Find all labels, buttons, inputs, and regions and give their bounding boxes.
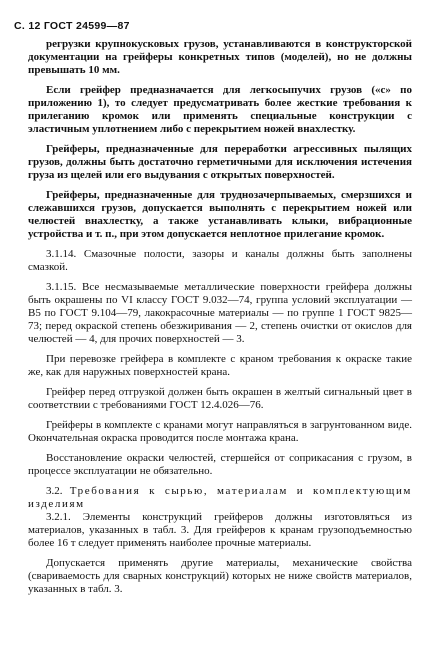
document-body (28, 38, 412, 596)
section-heading-3-2 (28, 485, 412, 511)
paragraph-text: Грейфер перед отгрузкой должен быть окрашен в желтый сигнальный цвет в соответствии с требованиями ГОСТ 12.4.026—76. (28, 386, 412, 411)
paragraph-text: Смазочные полости, зазоры и каналы должны быть заполнены смазкой. (28, 248, 412, 273)
section-number: 3.2. (46, 485, 63, 497)
paragraph-grab-gap-limit (28, 38, 412, 77)
paragraph-text: Грейферы в комплекте с кранами могут направляться в загрунтованном виде. Окончательная окраска проводится после монтажа крана. (28, 419, 412, 444)
paragraph-signal-color (28, 386, 412, 412)
paragraph-paint-restoration (28, 452, 412, 478)
paragraph-transport-painting (28, 353, 412, 379)
paragraph-frozen-cargo (28, 189, 412, 241)
clause-3-1-14 (28, 248, 412, 274)
paragraph-text: При перевозке грейфера в комплекте с краном требования к окраске такие же, как для наружных поверхностей крана. (28, 353, 412, 378)
paragraph-aggressive-dusty-cargo (28, 143, 412, 182)
clause-number: 3.2.1. (46, 511, 71, 523)
paragraph-other-materials (28, 557, 412, 596)
clause-3-2-1 (28, 511, 412, 550)
paragraph-text: регрузки крупнокусковых грузов, устанавливаются в конструкторской документации на грейферы конкретных типов (моделей), но не должны превышать 10 мм. (28, 38, 412, 76)
paragraph-text: Допускается применять другие материалы, механические свойства (свариваемость для сварных конструкций) которых не ниже свойств материалов, указанных в табл. 3. (28, 557, 412, 595)
paragraph-text: предусматривать более жесткие требования к прилеганию кромок или применять специальные конструкции с эластичным уплотнением либо с перекрытием ножей внахлестку. (28, 97, 412, 135)
paragraph-text: Грейферы, предназначенные для переработки агрессивных пылящих грузов, должны быть достаточно герметичными для исключения истечения груза из щелей или его выдувания с открытых поверхностей. (28, 143, 412, 181)
paragraph-primed-shipping (28, 419, 412, 445)
section-title: Требования к сырью, материалам и комплектующим изделиям (28, 485, 412, 510)
paragraph-text: Восстановление окраски челюстей, стершейся от соприкасания с грузом, в процессе эксплуатации не обязательно. (28, 452, 412, 477)
clause-number: 3.1.15. (46, 281, 77, 293)
paragraph-text: Если грейфер предназначается для легкосыпучих грузов («с» по приложению 1), то следует (28, 84, 412, 109)
clause-3-1-15 (28, 281, 412, 346)
paragraph-text: Грейферы, предназначенные для труднозачерпываемых, смерзшихся и слежавшихся грузов, допускается выполнять с перекрытием ножей или челюстей внахлестку, а также устанавливать клыки, вибрационные устройства и т. п., при этом допускается неплотное прилегание кромок. (28, 189, 412, 240)
paragraph-text: Элементы конструкций грейферов должны изготовляться из материалов, указанных в табл. 3. Для грейферов к кранам грузоподъемностью более 16 т следует применять наиболее прочные материалы. (28, 511, 412, 549)
page-header: С. 12 ГОСТ 24599—87 (14, 20, 130, 32)
paragraph-text: Все несмазываемые металлические поверхности грейфера должны быть окрашены по VI классу ГОСТ 9.032—74, группа условий эксплуатации — В5 по ГОСТ 9.104—79, лакокрасочные материалы — по группе 1 ГОСТ 9825—73; перед окраской степень обезжиривания — 2, степень очистки от окислов для челюстей — 4, для прочих поверхностей — 3. (28, 281, 412, 345)
clause-number: 3.1.14. (46, 248, 77, 260)
paragraph-free-flowing-cargo (28, 84, 412, 136)
